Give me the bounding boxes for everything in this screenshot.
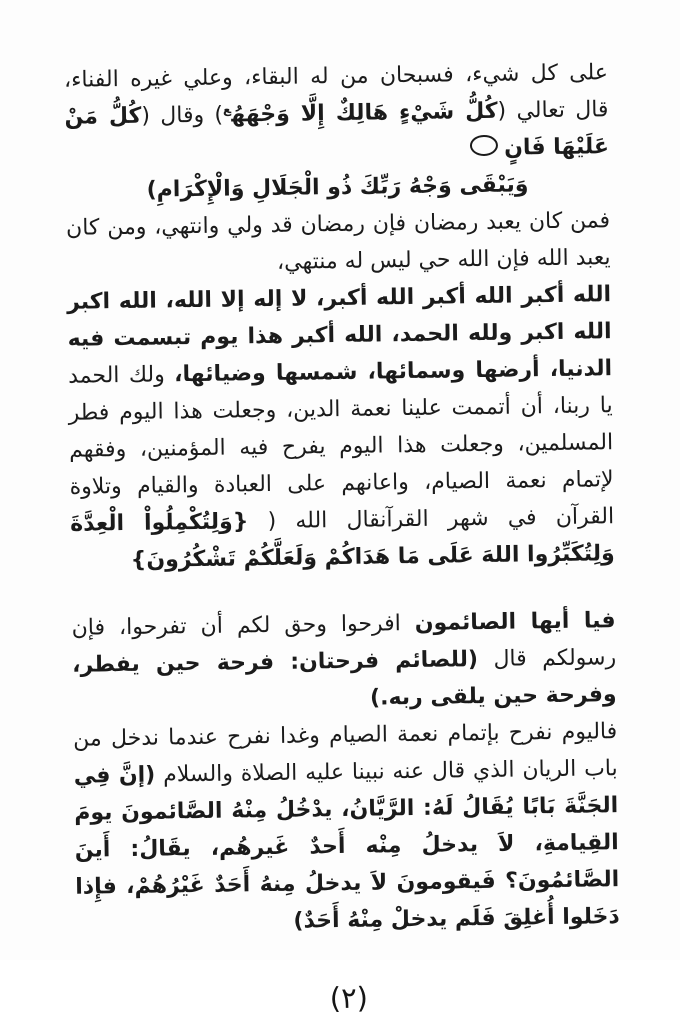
body-text: ) وقال ( — [141, 102, 224, 129]
ayah-end-circle-icon — [470, 135, 498, 156]
hadith-quote: (للصائم فرحتان: فرحة حين يفطر، وفرحة حين يلقى ربه.) — [72, 647, 617, 711]
waqf-mark: ع — [222, 102, 232, 117]
paragraph-takbir — [67, 276, 615, 580]
quran-quote: وَيَبْقَى وَجْهُ رَبِّكَ ذُو الْجَلَالِ وَالْإِكْرَامِ) — [146, 172, 529, 203]
paragraph-intro — [64, 54, 609, 173]
page-number: (٢) — [329, 980, 369, 1016]
body-text: على كل شيء، فسبحان من له البقاء، وعلي غيره الفناء، قال تعالي ( — [63, 60, 609, 124]
quran-quote: كُلُّ مَنْ عَلَيْهَا فَانٍ — [64, 103, 610, 161]
body-text: افرحوا وحق لكم أن تفرحوا، فإن رسولكم قال — [71, 610, 617, 673]
body-text: فاليوم نفرح بإتمام نعمة الصيام وغدا نفرح عندما ندخل من باب الريان الذي قال عنه نبينا عليه الصلاة والسلام — [73, 719, 618, 788]
paragraph-rayyan — [73, 713, 620, 943]
body-text: فمن كان يعبد رمضان فإن رمضان قد ولي وانتهي، ومن كان يعبد الله فإن الله حي ليس له منتهي، — [65, 208, 611, 275]
hadith-quote: (إنَّ فِي الجَنَّةَ بَابًا يُقَالُ لَهُ: الرَّيَّانُ، يدْخُلُ مِنْهُ الصَّائمونَ يومَ القِيامةِ، لاَ يدخلُ مِنْه أَحدٌ غَيرهُم، يقَالُ: أَينَ الصَّائمُونَ؟ فَيقومونَ لاَ يدخلُ مِنهُ أَحَدٌ غَيْرُهُمْ، فإِذا دَخَلوا أُغلِقَ فَلَم يدخلْ مِنْهُ أَحَدٌ) — [73, 762, 620, 934]
quran-quote: {وَلِتُكْمِلُواْ الْعِدَّةَ وَلِتُكَبِّرُوا اللهَ عَلَى مَا هَدَاكُمْ وَلَعَلَّكُمْ تَشْكُرُونَ} — [70, 509, 615, 573]
paragraph-ramadan — [66, 202, 611, 284]
quran-quote: كُلُّ شَيْءٍ هَالِكٌ إِلَّا وَجْهَهُ — [231, 98, 498, 128]
address-text: فيا أيها الصائمون — [414, 608, 616, 636]
paragraph-rejoice — [71, 602, 616, 721]
takbir-text: الله أكبر الله أكبر الله أكبر، لا إله إلا الله، الله اكبر الله اكبر ولله الحمد، الله أكبر هذا يوم تبسمت فيه الدنيا، أرضها وسمائها، شمسها وضيائها، — [66, 282, 613, 388]
body-text: ولك الحمد يا ربنا، أن أتممت علينا نعمة الدين، وجعلت هذا اليوم فطر المسلمين، وجعلت هذا اليوم يفرح فيه المؤمنين، وفقهم لإتمام نعمة الصيام، واعانهم على العبادة والقيام وتلاوة القرآن في شهر القرآنقال الله ( — [67, 362, 615, 535]
